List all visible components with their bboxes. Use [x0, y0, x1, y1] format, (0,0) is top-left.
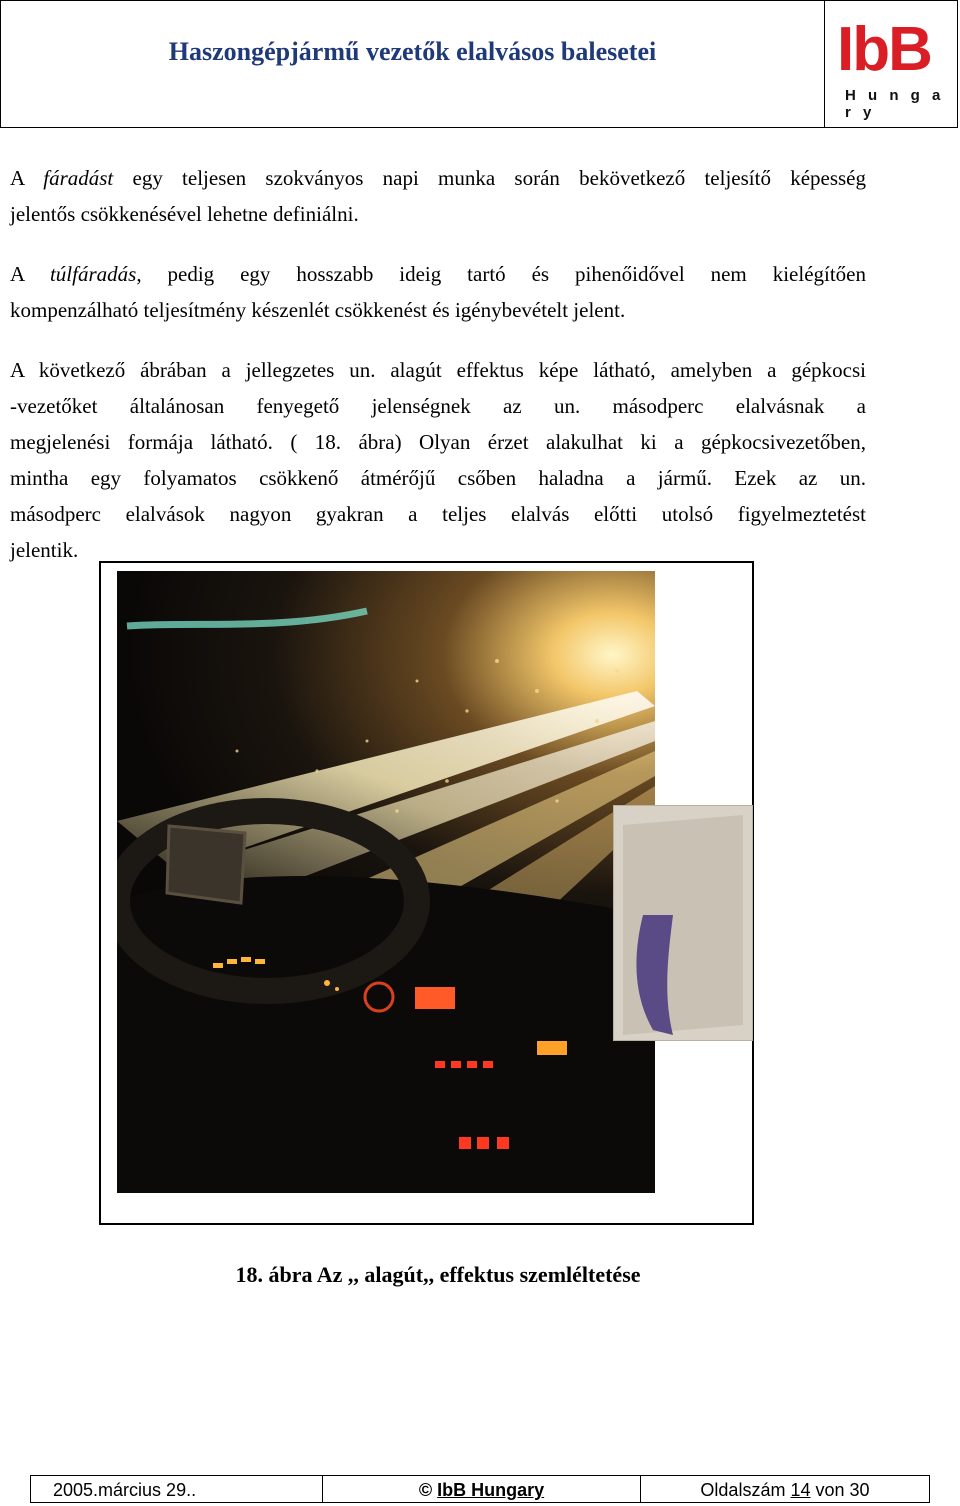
footer-date: 2005.március 29..	[31, 1476, 323, 1502]
page-footer	[30, 1475, 930, 1503]
text-line: A fáradást egy teljesen szokványos napi munka során bekövetkező teljesítő képesség	[10, 166, 867, 190]
text-line: jelentik.	[10, 538, 79, 562]
text-line: A következő ábrában a jellegzetes un. alagút effektus képe látható, amelyben a gépkocsi	[10, 358, 866, 382]
text-line: másodperc elalvások nagyon gyakran a teljes elalvás előtti utolsó figyelmeztetést	[10, 502, 866, 526]
copyright-link[interactable]: IbB Hungary	[437, 1480, 545, 1500]
paragraph-overfatigue-definition	[10, 256, 866, 328]
text-line: -vezetőket általánosan fenyegető jelenségnek az un. másodperc elalvásnak a	[10, 394, 866, 418]
page-number: 14	[790, 1480, 811, 1500]
text-line: kompenzálható teljesítmény készenlét csökkenést és igénybevételt jelent.	[10, 298, 626, 322]
header-title-cell	[1, 1, 825, 127]
car-seat-photo	[613, 805, 753, 1041]
term-faradast: fáradást	[43, 166, 114, 190]
logo-country: H u n g a r y	[845, 87, 945, 121]
document-title: Haszongépjármű vezetők elalvásos balesetei	[168, 37, 657, 66]
paragraph-tunnel-effect	[10, 352, 866, 568]
text-line: jelentős csökkenésével lehetne definiálni.	[10, 202, 359, 226]
text-line: mintha egy folyamatos csökkenő átmérőjű csőben haladna a jármű. Ezek az un.	[10, 466, 866, 490]
term-tulfaradas: túlfáradás	[49, 262, 137, 286]
ibb-logo	[825, 1, 959, 127]
text-line: A túlfáradás, pedig egy hosszabb ideig tartó és pihenőidővel nem kielégítően	[10, 262, 867, 286]
figure-caption: 18. ábra Az ,, alagút,, effektus szemléltetése	[235, 1262, 641, 1287]
footer-page-number: Oldalszám 14 von 30	[700, 1480, 870, 1500]
page-header	[0, 0, 958, 128]
text-line: megjelenési formája látható. ( 18. ábra) Olyan érzet alakulhat ki a gépkocsivezetőben,	[10, 430, 866, 454]
copyright-symbol: ©	[418, 1480, 433, 1500]
logo-letters: IbB	[837, 15, 931, 84]
footer-copyright	[323, 1476, 641, 1502]
tunnel-effect-photo	[117, 571, 655, 1193]
paragraph-fatigue-definition	[10, 160, 866, 232]
figure-frame	[99, 561, 754, 1225]
